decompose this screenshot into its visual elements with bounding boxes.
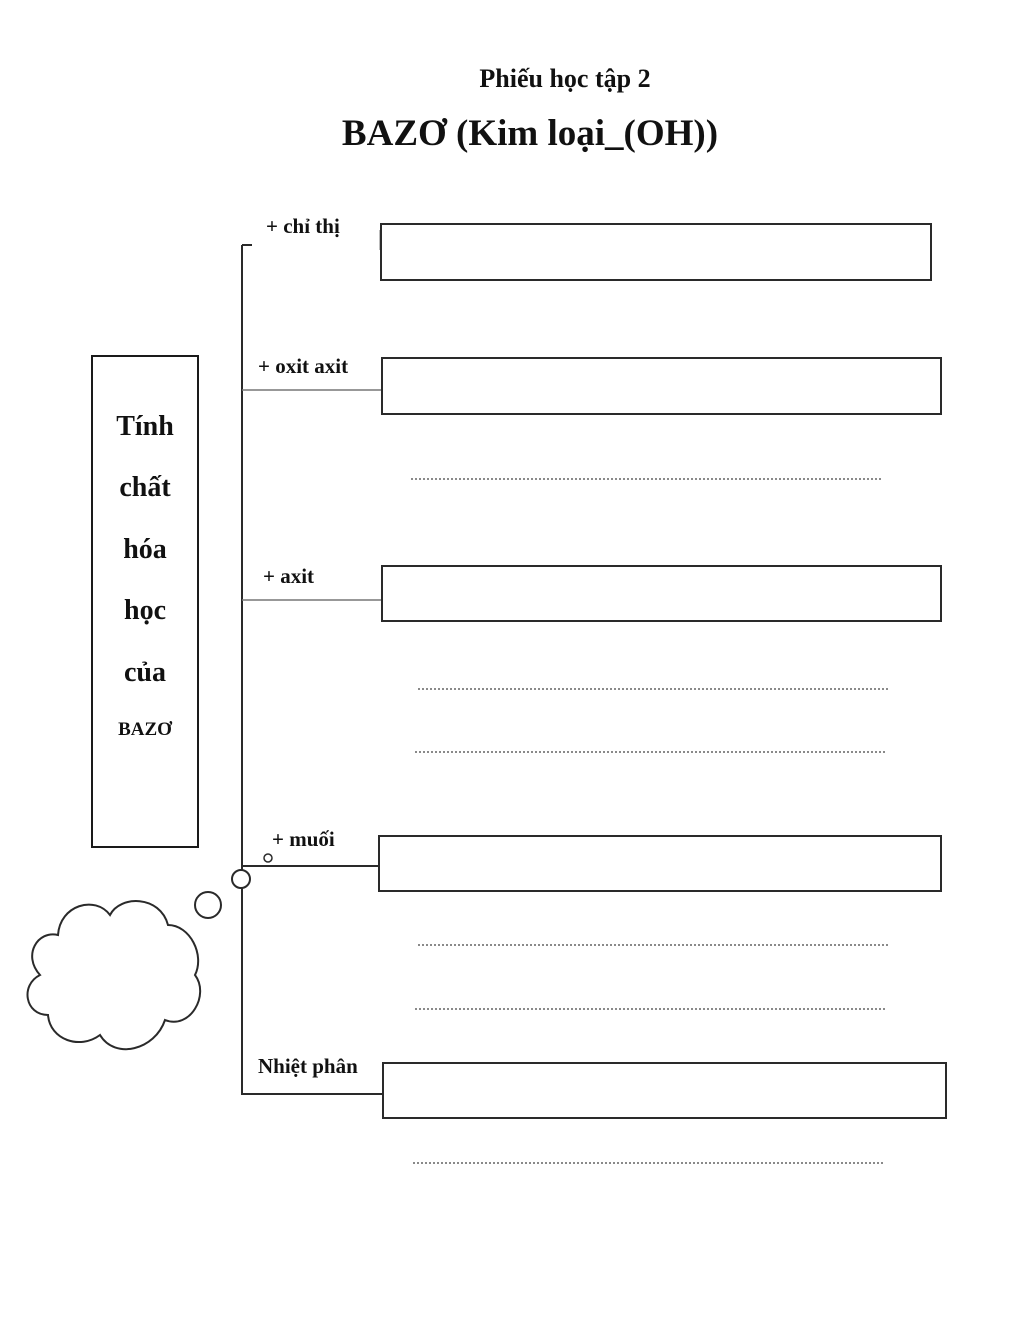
- thought-cloud-icon: [28, 901, 201, 1049]
- side-box-line: BAZƠ: [118, 719, 172, 740]
- bubble-small: [264, 854, 272, 862]
- chemical-properties-box: [91, 355, 199, 848]
- writing-line[interactable]: [415, 1008, 885, 1010]
- bubble-medium: [232, 870, 250, 888]
- answer-box-acid-oxide[interactable]: [381, 357, 942, 415]
- bubble-large: [195, 892, 221, 918]
- side-box-line: của: [124, 657, 166, 688]
- writing-line[interactable]: [418, 688, 888, 690]
- worksheet-subtitle: Phiếu học tập 2: [479, 64, 651, 93]
- branch-label-acid: + axit: [263, 564, 315, 588]
- side-box-line: hóa: [123, 534, 167, 565]
- worksheet-title: BAZƠ (Kim loại_(OH)): [341, 113, 719, 154]
- answer-box-salt[interactable]: [378, 835, 942, 892]
- answer-box-acid[interactable]: [381, 565, 942, 622]
- writing-line[interactable]: [415, 751, 885, 753]
- writing-line[interactable]: [411, 478, 881, 480]
- branch-label-acid-oxide: + oxit axit: [258, 354, 349, 378]
- answer-box-thermal[interactable]: [382, 1062, 947, 1119]
- side-box-line: Tính: [116, 411, 174, 442]
- side-box-line: học: [124, 595, 166, 626]
- writing-line[interactable]: [413, 1162, 883, 1164]
- writing-line[interactable]: [418, 944, 888, 946]
- branch-label-indicator: + chỉ thị: [266, 214, 340, 238]
- branch-label-thermal: Nhiệt phân: [258, 1054, 358, 1078]
- answer-box-indicator[interactable]: [380, 223, 932, 281]
- side-box-line: chất: [119, 472, 171, 503]
- branch-label-salt: + muối: [272, 827, 335, 851]
